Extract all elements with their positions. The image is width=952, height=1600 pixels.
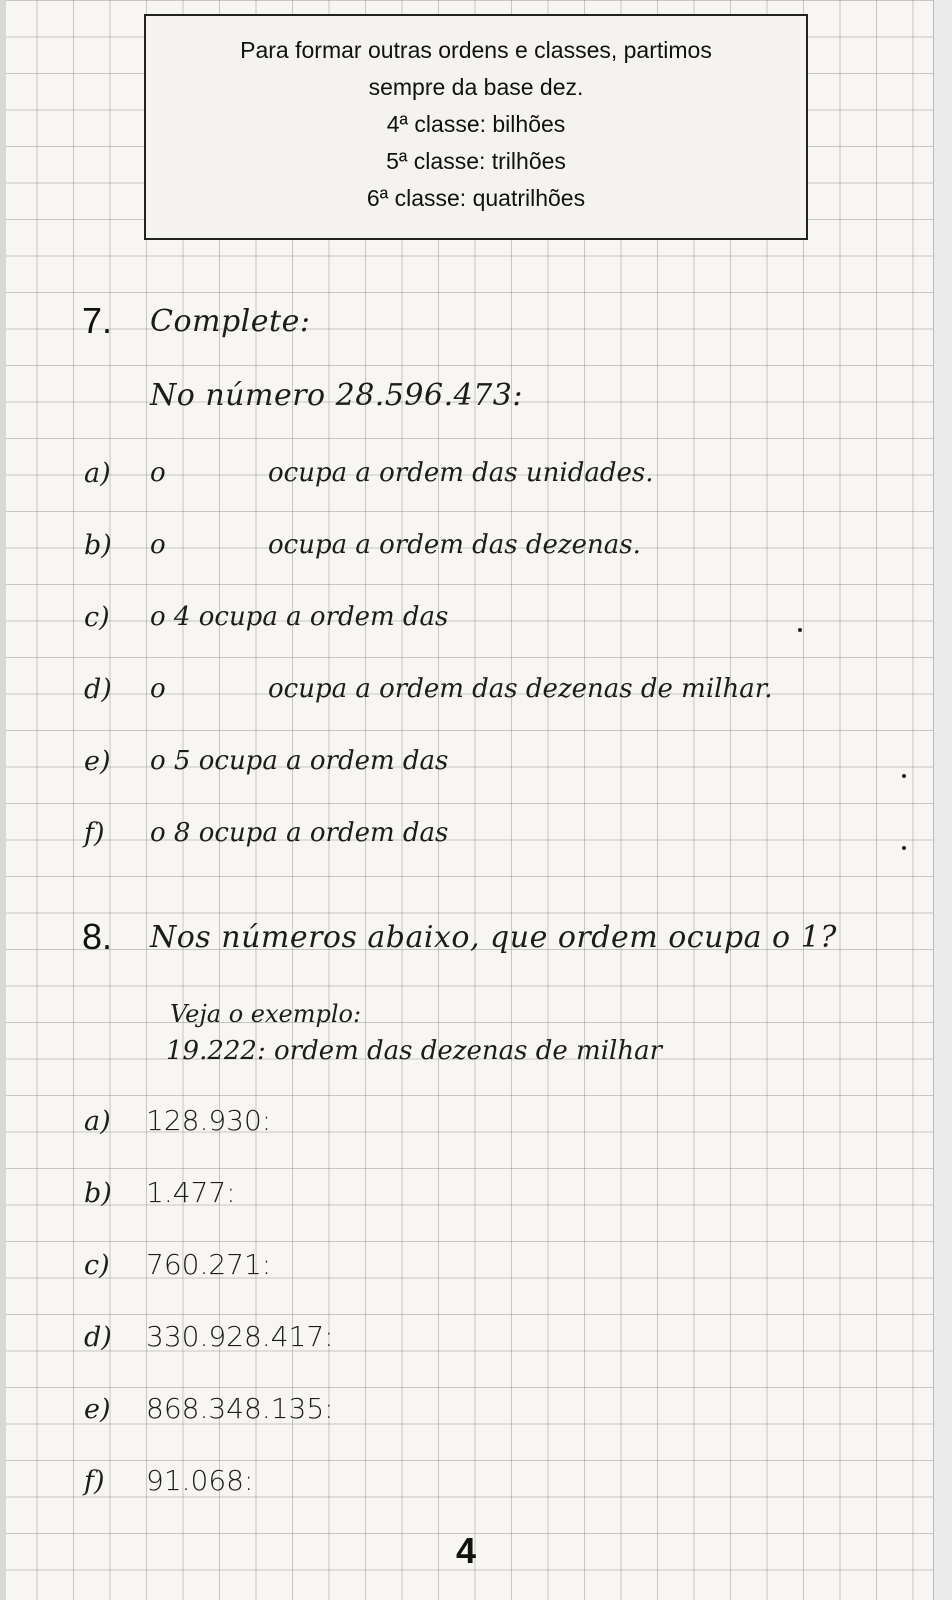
q8-item-e-value: 868.348.135: bbox=[146, 1392, 334, 1425]
q7-item-c-text: o 4 ocupa a ordem das bbox=[150, 602, 449, 632]
q7-item-e-period bbox=[902, 774, 906, 778]
info-line: 6ª classe: quatrilhões bbox=[366, 185, 586, 211]
q7-item-a-text: ocupa a ordem das unidades. bbox=[268, 458, 654, 488]
page-right-edge bbox=[933, 0, 952, 1600]
q7-item-f-period bbox=[902, 846, 906, 850]
q8-item-d-value: 330.928.417: bbox=[146, 1320, 334, 1353]
q8-item-c-value: 760.271: bbox=[146, 1248, 272, 1281]
q8-item-a-letter: a) bbox=[84, 1106, 111, 1137]
q8-item-a-value: 128.930: bbox=[146, 1104, 272, 1137]
info-line: 4ª classe: bilhões bbox=[386, 111, 566, 137]
q7-item-c-letter: c) bbox=[84, 602, 110, 633]
question-7-prompt: No número 28.596.473: bbox=[150, 378, 524, 413]
q7-item-e-letter: e) bbox=[84, 746, 111, 777]
q7-item-b-letter: b) bbox=[84, 530, 112, 561]
q7-item-e-text: o 5 ocupa a ordem das bbox=[150, 746, 449, 776]
question-8-number: 8. bbox=[82, 916, 113, 957]
q8-item-f-letter: f) bbox=[84, 1466, 105, 1497]
example-label: Veja o exemplo: bbox=[170, 1000, 362, 1028]
q7-item-b-text: ocupa a ordem das dezenas. bbox=[268, 530, 641, 560]
question-8-title: Nos números abaixo, que ordem ocupa o 1? bbox=[150, 920, 837, 955]
q7-item-f-text: o 8 ocupa a ordem das bbox=[150, 818, 449, 848]
info-box bbox=[144, 14, 808, 240]
q8-item-d-letter: d) bbox=[84, 1322, 112, 1353]
question-7-number: 7. bbox=[82, 300, 113, 341]
q8-item-c-letter: c) bbox=[84, 1250, 110, 1281]
q7-item-c-period bbox=[798, 628, 802, 632]
q7-item-b-start: o bbox=[150, 530, 166, 560]
q7-item-d-text: ocupa a ordem das dezenas de milhar. bbox=[268, 674, 773, 704]
q8-item-b-value: 1.477: bbox=[146, 1176, 236, 1209]
page-number: 4 bbox=[456, 1530, 477, 1571]
q8-item-f-value: 91.068: bbox=[146, 1464, 254, 1497]
q8-item-e-letter: e) bbox=[84, 1394, 111, 1425]
page-left-edge bbox=[0, 0, 6, 1600]
info-line: 5ª classe: trilhões bbox=[386, 148, 566, 174]
info-line: sempre da base dez. bbox=[368, 74, 584, 100]
q8-item-b-letter: b) bbox=[84, 1178, 112, 1209]
q7-item-d-start: o bbox=[150, 674, 166, 704]
q7-item-f-letter: f) bbox=[84, 818, 105, 849]
info-line: Para formar outras ordens e classes, partimos bbox=[240, 37, 712, 63]
q7-item-a-start: o bbox=[150, 458, 166, 488]
example-text: 19.222: ordem das dezenas de milhar bbox=[166, 1036, 663, 1066]
question-7-title: Complete: bbox=[150, 304, 311, 339]
q7-item-a-letter: a) bbox=[84, 458, 111, 489]
q7-item-d-letter: d) bbox=[84, 674, 112, 705]
